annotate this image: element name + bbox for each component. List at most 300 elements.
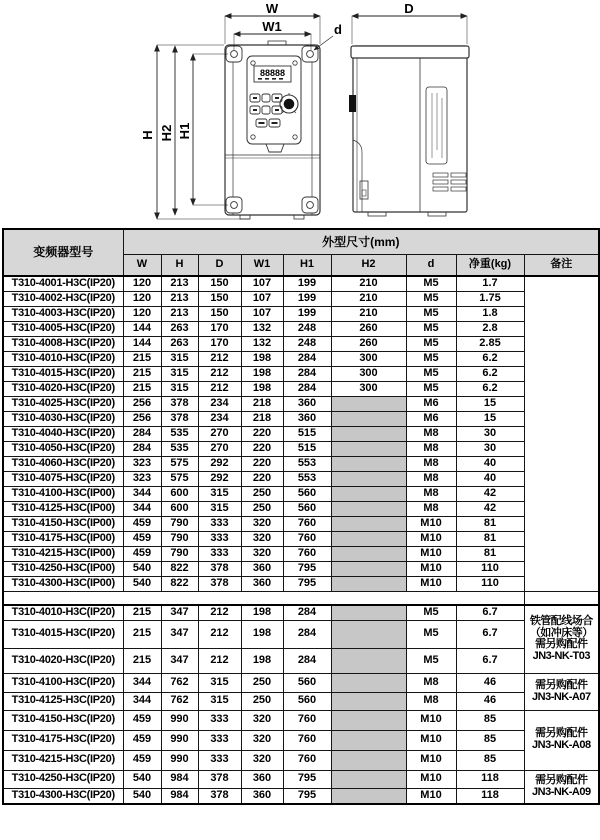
dim-label-w: W — [265, 1, 279, 16]
table-row — [3, 426, 599, 441]
dim-cell: 150 — [198, 291, 241, 306]
dim-cell: 333 — [198, 710, 241, 730]
dim-cell: 220 — [241, 456, 283, 471]
table-row — [3, 456, 599, 471]
dim-cell: 292 — [198, 456, 241, 471]
dim-cell: 553 — [283, 471, 331, 486]
model-cell: T310-4015-H3C(IP20) — [3, 620, 123, 648]
dim-cell: 360 — [283, 411, 331, 426]
model-cell: T310-4215-H3C(IP20) — [3, 750, 123, 770]
remark-line: 需另购配件 — [535, 774, 588, 787]
dim-cell: 218 — [241, 411, 283, 426]
table-row — [3, 673, 599, 692]
weight-cell: 6.2 — [456, 351, 524, 366]
dim-cell: M6 — [406, 396, 456, 411]
dim-cell: 333 — [198, 750, 241, 770]
h2-cell: 260 — [331, 321, 406, 336]
dim-cell: 220 — [241, 441, 283, 456]
dim-cell: 248 — [283, 336, 331, 351]
dim-cell: M8 — [406, 501, 456, 516]
model-cell: T310-4005-H3C(IP20) — [3, 321, 123, 336]
dim-cell: M6 — [406, 411, 456, 426]
dim-cell: 215 — [123, 381, 161, 396]
dim-cell: M8 — [406, 673, 456, 692]
table-row — [3, 710, 599, 730]
model-cell: T310-4020-H3C(IP20) — [3, 381, 123, 396]
weight-cell: 81 — [456, 546, 524, 561]
dim-cell: M8 — [406, 471, 456, 486]
dim-cell: 990 — [161, 750, 198, 770]
table-row — [3, 750, 599, 770]
dim-cell: 459 — [123, 710, 161, 730]
dim-cell: M8 — [406, 486, 456, 501]
dim-cell: M5 — [406, 381, 456, 396]
dim-cell: 144 — [123, 321, 161, 336]
weight-cell: 42 — [456, 486, 524, 501]
dim-cell: 323 — [123, 456, 161, 471]
dim-cell: 215 — [123, 351, 161, 366]
dim-cell: 315 — [198, 673, 241, 692]
dim-cell: M8 — [406, 692, 456, 710]
weight-cell: 42 — [456, 501, 524, 516]
dim-cell: 344 — [123, 673, 161, 692]
dim-label-h2: H2 — [159, 124, 174, 142]
keypad-panel — [247, 56, 301, 152]
dim-cell: 459 — [123, 730, 161, 750]
dim-cell: 284 — [123, 441, 161, 456]
dim-cell: M8 — [406, 456, 456, 471]
dim-cell: 323 — [123, 471, 161, 486]
h2-cell: 260 — [331, 336, 406, 351]
dim-cell: 150 — [198, 276, 241, 291]
dim-cell: 256 — [123, 396, 161, 411]
h2-cell — [331, 770, 406, 788]
model-cell: T310-4075-H3C(IP20) — [3, 471, 123, 486]
dim-cell: 234 — [198, 411, 241, 426]
h2-cell — [331, 692, 406, 710]
dim-cell: M5 — [406, 321, 456, 336]
dim-cell: 198 — [241, 351, 283, 366]
dim-cell: 256 — [123, 411, 161, 426]
remark-line: JN3-NK-A09 — [532, 785, 591, 798]
dim-cell: 378 — [198, 576, 241, 591]
dim-cell: 120 — [123, 291, 161, 306]
weight-cell: 2.85 — [456, 336, 524, 351]
model-cell: T310-4300-H3C(IP00) — [3, 576, 123, 591]
h2-cell — [331, 576, 406, 591]
dim-cell: 284 — [283, 620, 331, 648]
dim-cell: 120 — [123, 276, 161, 291]
dim-cell: M8 — [406, 441, 456, 456]
dim-cell: 560 — [283, 501, 331, 516]
dim-cell: 560 — [283, 692, 331, 710]
dim-cell: 270 — [198, 441, 241, 456]
dim-cell: 198 — [241, 366, 283, 381]
spec-table-wrap — [2, 228, 598, 805]
spec-table — [2, 228, 600, 805]
model-cell: T310-4010-H3C(IP20) — [3, 605, 123, 620]
dim-cell: 213 — [161, 306, 198, 321]
dim-cell: 284 — [283, 605, 331, 620]
dimension-drawing — [0, 0, 600, 228]
spacer-cell — [524, 591, 599, 605]
dim-cell: 760 — [283, 516, 331, 531]
dim-cell: 459 — [123, 546, 161, 561]
dim-cell: 198 — [241, 381, 283, 396]
dim-cell: 212 — [198, 351, 241, 366]
header-col-h2: H2 — [331, 255, 406, 277]
dim-cell: 198 — [241, 605, 283, 620]
h2-cell — [331, 516, 406, 531]
dim-cell: 575 — [161, 456, 198, 471]
dim-cell: 378 — [161, 411, 198, 426]
dim-cell: 600 — [161, 486, 198, 501]
weight-cell: 81 — [456, 531, 524, 546]
weight-cell: 6.2 — [456, 366, 524, 381]
h2-cell — [331, 605, 406, 620]
h2-cell — [331, 620, 406, 648]
weight-cell: 6.7 — [456, 605, 524, 620]
dim-cell: 198 — [241, 648, 283, 673]
table-row — [3, 605, 599, 620]
remark-line: 需另购配件 — [535, 638, 588, 651]
h2-cell: 210 — [331, 291, 406, 306]
dim-cell: M10 — [406, 710, 456, 730]
h2-cell — [331, 411, 406, 426]
dim-cell: 347 — [161, 648, 198, 673]
table-row — [3, 648, 599, 673]
dim-cell: M5 — [406, 605, 456, 620]
table-row — [3, 770, 599, 788]
dim-cell: M10 — [406, 750, 456, 770]
dim-cell: 320 — [241, 750, 283, 770]
weight-cell: 1.75 — [456, 291, 524, 306]
dim-cell: 333 — [198, 730, 241, 750]
remark-cell — [524, 710, 599, 770]
model-cell: T310-4001-H3C(IP20) — [3, 276, 123, 291]
dim-cell: 107 — [241, 276, 283, 291]
weight-cell: 1.7 — [456, 276, 524, 291]
model-cell: T310-4100-H3C(IP20) — [3, 673, 123, 692]
dim-label-h: H — [140, 130, 155, 140]
side-view — [349, 46, 469, 216]
dim-cell: 120 — [123, 306, 161, 321]
model-cell: T310-4250-H3C(IP00) — [3, 561, 123, 576]
dim-cell: 600 — [161, 501, 198, 516]
dim-cell: 263 — [161, 321, 198, 336]
dim-cell: 333 — [198, 516, 241, 531]
dim-cell: 320 — [241, 546, 283, 561]
dim-cell: M10 — [406, 531, 456, 546]
table-row — [3, 620, 599, 648]
header-col-d: D — [198, 255, 241, 277]
model-cell: T310-4175-H3C(IP20) — [3, 730, 123, 750]
weight-cell: 85 — [456, 750, 524, 770]
dim-cell: 220 — [241, 471, 283, 486]
dim-cell: M10 — [406, 730, 456, 750]
h2-cell — [331, 730, 406, 750]
spacer-row — [3, 591, 599, 605]
dim-cell: 990 — [161, 730, 198, 750]
dim-cell: 250 — [241, 486, 283, 501]
weight-cell: 30 — [456, 441, 524, 456]
weight-cell: 46 — [456, 673, 524, 692]
model-cell: T310-4008-H3C(IP20) — [3, 336, 123, 351]
svg-text:88888: 88888 — [259, 68, 286, 78]
table-row — [3, 411, 599, 426]
dim-cell: 344 — [123, 692, 161, 710]
dim-cell: M5 — [406, 291, 456, 306]
h2-cell — [331, 426, 406, 441]
table-row — [3, 366, 599, 381]
dim-cell: 790 — [161, 531, 198, 546]
model-cell: T310-4020-H3C(IP20) — [3, 648, 123, 673]
dim-cell: 107 — [241, 306, 283, 321]
header-col-w1: W1 — [241, 255, 283, 277]
dim-cell: 215 — [123, 366, 161, 381]
dim-cell: M10 — [406, 561, 456, 576]
table-row — [3, 291, 599, 306]
table-row — [3, 441, 599, 456]
table-row — [3, 336, 599, 351]
dim-cell: 360 — [283, 396, 331, 411]
dim-cell: 170 — [198, 336, 241, 351]
dim-cell: 212 — [198, 366, 241, 381]
dim-label-depth: D — [404, 1, 414, 16]
dim-cell: 760 — [283, 531, 331, 546]
dim-cell: 360 — [241, 576, 283, 591]
h2-cell: 210 — [331, 306, 406, 321]
model-cell: T310-4003-H3C(IP20) — [3, 306, 123, 321]
table-row — [3, 276, 599, 291]
dim-cell: 344 — [123, 486, 161, 501]
dim-cell: 459 — [123, 531, 161, 546]
dim-cell: 215 — [123, 648, 161, 673]
dim-cell: 347 — [161, 620, 198, 648]
header-dims-group: 外型尺寸(mm) — [123, 229, 599, 255]
model-cell: T310-4015-H3C(IP20) — [3, 366, 123, 381]
dim-cell: 540 — [123, 576, 161, 591]
dim-cell: 347 — [161, 605, 198, 620]
dim-cell: 199 — [283, 276, 331, 291]
h2-cell — [331, 788, 406, 804]
model-cell: T310-4250-H3C(IP20) — [3, 770, 123, 788]
h2-cell — [331, 648, 406, 673]
dim-cell: 762 — [161, 673, 198, 692]
keypad-connector — [266, 144, 284, 152]
weight-cell: 118 — [456, 788, 524, 804]
dim-cell: 795 — [283, 770, 331, 788]
dim-cell: M5 — [406, 336, 456, 351]
weight-cell: 15 — [456, 396, 524, 411]
dim-cell: 535 — [161, 426, 198, 441]
table-row — [3, 351, 599, 366]
dim-cell: 790 — [161, 546, 198, 561]
dim-cell: 292 — [198, 471, 241, 486]
dim-cell: 212 — [198, 381, 241, 396]
dim-cell: 560 — [283, 486, 331, 501]
weight-cell: 15 — [456, 411, 524, 426]
h2-cell — [331, 486, 406, 501]
dim-cell: M5 — [406, 620, 456, 648]
dim-cell: 215 — [123, 605, 161, 620]
dim-label-h1: H1 — [177, 122, 192, 140]
table-header — [3, 229, 599, 276]
weight-cell: 40 — [456, 456, 524, 471]
dim-cell: 360 — [241, 561, 283, 576]
h2-cell — [331, 501, 406, 516]
dim-cell: 760 — [283, 750, 331, 770]
remark-line: JN3-NK-A08 — [532, 739, 591, 751]
dim-cell: 284 — [283, 351, 331, 366]
spacer-cell — [3, 591, 524, 605]
dim-cell: 575 — [161, 471, 198, 486]
dim-cell: 320 — [241, 531, 283, 546]
header-col-w: W — [123, 255, 161, 277]
table-row — [3, 576, 599, 591]
weight-cell: 110 — [456, 561, 524, 576]
model-cell: T310-4150-H3C(IP00) — [3, 516, 123, 531]
dim-cell: 320 — [241, 516, 283, 531]
dim-cell: 198 — [241, 620, 283, 648]
dim-cell: 762 — [161, 692, 198, 710]
dim-cell: M5 — [406, 366, 456, 381]
header-col-h: H — [161, 255, 198, 277]
model-cell: T310-4010-H3C(IP20) — [3, 351, 123, 366]
h2-cell — [331, 456, 406, 471]
dim-cell: 515 — [283, 441, 331, 456]
dim-cell: 284 — [123, 426, 161, 441]
dim-cell: 170 — [198, 321, 241, 336]
weight-cell: 40 — [456, 471, 524, 486]
front-view — [225, 41, 320, 219]
dim-label-d-hole: d — [334, 22, 342, 37]
dim-cell: M10 — [406, 546, 456, 561]
table-row — [3, 486, 599, 501]
weight-cell: 85 — [456, 710, 524, 730]
dim-cell: M10 — [406, 516, 456, 531]
dim-cell: 459 — [123, 516, 161, 531]
dim-cell: 760 — [283, 730, 331, 750]
remark-line: JN3-NK-A07 — [532, 690, 591, 703]
header-col-remark: 备注 — [524, 255, 599, 277]
dim-cell: 790 — [161, 516, 198, 531]
dim-cell: 515 — [283, 426, 331, 441]
dim-cell: M10 — [406, 788, 456, 804]
header-col-screw: d — [406, 255, 456, 277]
table-row — [3, 561, 599, 576]
table-row — [3, 396, 599, 411]
remark-line: JN3-NK-T03 — [532, 649, 590, 662]
dim-cell: 248 — [283, 321, 331, 336]
dim-cell: M5 — [406, 351, 456, 366]
h2-cell: 300 — [331, 366, 406, 381]
h2-cell — [331, 531, 406, 546]
table-row — [3, 692, 599, 710]
weight-cell: 2.8 — [456, 321, 524, 336]
remark-line: （如冲床等） — [529, 626, 593, 639]
table-row — [3, 788, 599, 804]
table-row — [3, 471, 599, 486]
dim-cell: 212 — [198, 648, 241, 673]
model-cell: T310-4125-H3C(IP00) — [3, 501, 123, 516]
dim-cell: 132 — [241, 336, 283, 351]
dim-cell: 270 — [198, 426, 241, 441]
model-cell: T310-4100-H3C(IP00) — [3, 486, 123, 501]
remark-line: 需另购配件 — [535, 727, 588, 740]
dim-cell: 212 — [198, 620, 241, 648]
h2-cell: 210 — [331, 276, 406, 291]
h2-cell — [331, 750, 406, 770]
dim-cell: 795 — [283, 561, 331, 576]
dim-cell: 284 — [283, 366, 331, 381]
h2-cell — [331, 396, 406, 411]
dim-cell: 553 — [283, 456, 331, 471]
dim-cell: 795 — [283, 788, 331, 804]
dim-cell: 540 — [123, 788, 161, 804]
dim-cell: 540 — [123, 561, 161, 576]
table-row — [3, 501, 599, 516]
remark-cell — [524, 673, 599, 710]
h2-cell — [331, 441, 406, 456]
dim-cell: 360 — [241, 770, 283, 788]
header-col-weight: 净重(kg) — [456, 255, 524, 277]
model-cell: T310-4060-H3C(IP20) — [3, 456, 123, 471]
dim-cell: 218 — [241, 396, 283, 411]
dim-cell: 360 — [241, 788, 283, 804]
h2-cell — [331, 673, 406, 692]
h2-cell — [331, 546, 406, 561]
table-row — [3, 516, 599, 531]
dim-cell: 333 — [198, 546, 241, 561]
dim-cell: M8 — [406, 426, 456, 441]
dim-cell: 333 — [198, 531, 241, 546]
dim-cell: M5 — [406, 648, 456, 673]
h2-cell — [331, 471, 406, 486]
dim-cell: 315 — [198, 486, 241, 501]
model-cell: T310-4050-H3C(IP20) — [3, 441, 123, 456]
h2-cell: 300 — [331, 351, 406, 366]
dim-cell: 220 — [241, 426, 283, 441]
table-row — [3, 546, 599, 561]
dim-cell: 315 — [198, 692, 241, 710]
dim-cell: 213 — [161, 276, 198, 291]
h2-cell — [331, 561, 406, 576]
dim-cell: 212 — [198, 605, 241, 620]
weight-cell: 6.2 — [456, 381, 524, 396]
table-row — [3, 321, 599, 336]
dim-cell: 144 — [123, 336, 161, 351]
dim-cell: 315 — [161, 381, 198, 396]
dim-cell: 107 — [241, 291, 283, 306]
dim-cell: 760 — [283, 710, 331, 730]
weight-cell: 1.8 — [456, 306, 524, 321]
model-cell: T310-4150-H3C(IP20) — [3, 710, 123, 730]
table-row — [3, 531, 599, 546]
model-cell: T310-4040-H3C(IP20) — [3, 426, 123, 441]
dim-cell: 560 — [283, 673, 331, 692]
dim-cell: 990 — [161, 710, 198, 730]
weight-cell: 6.7 — [456, 648, 524, 673]
dim-cell: M10 — [406, 770, 456, 788]
dim-label-w1: W1 — [262, 19, 282, 34]
dim-cell: 132 — [241, 321, 283, 336]
remark-cell — [524, 770, 599, 804]
dim-cell: 535 — [161, 441, 198, 456]
dim-cell: 378 — [161, 396, 198, 411]
h2-cell — [331, 710, 406, 730]
model-cell: T310-4300-H3C(IP20) — [3, 788, 123, 804]
